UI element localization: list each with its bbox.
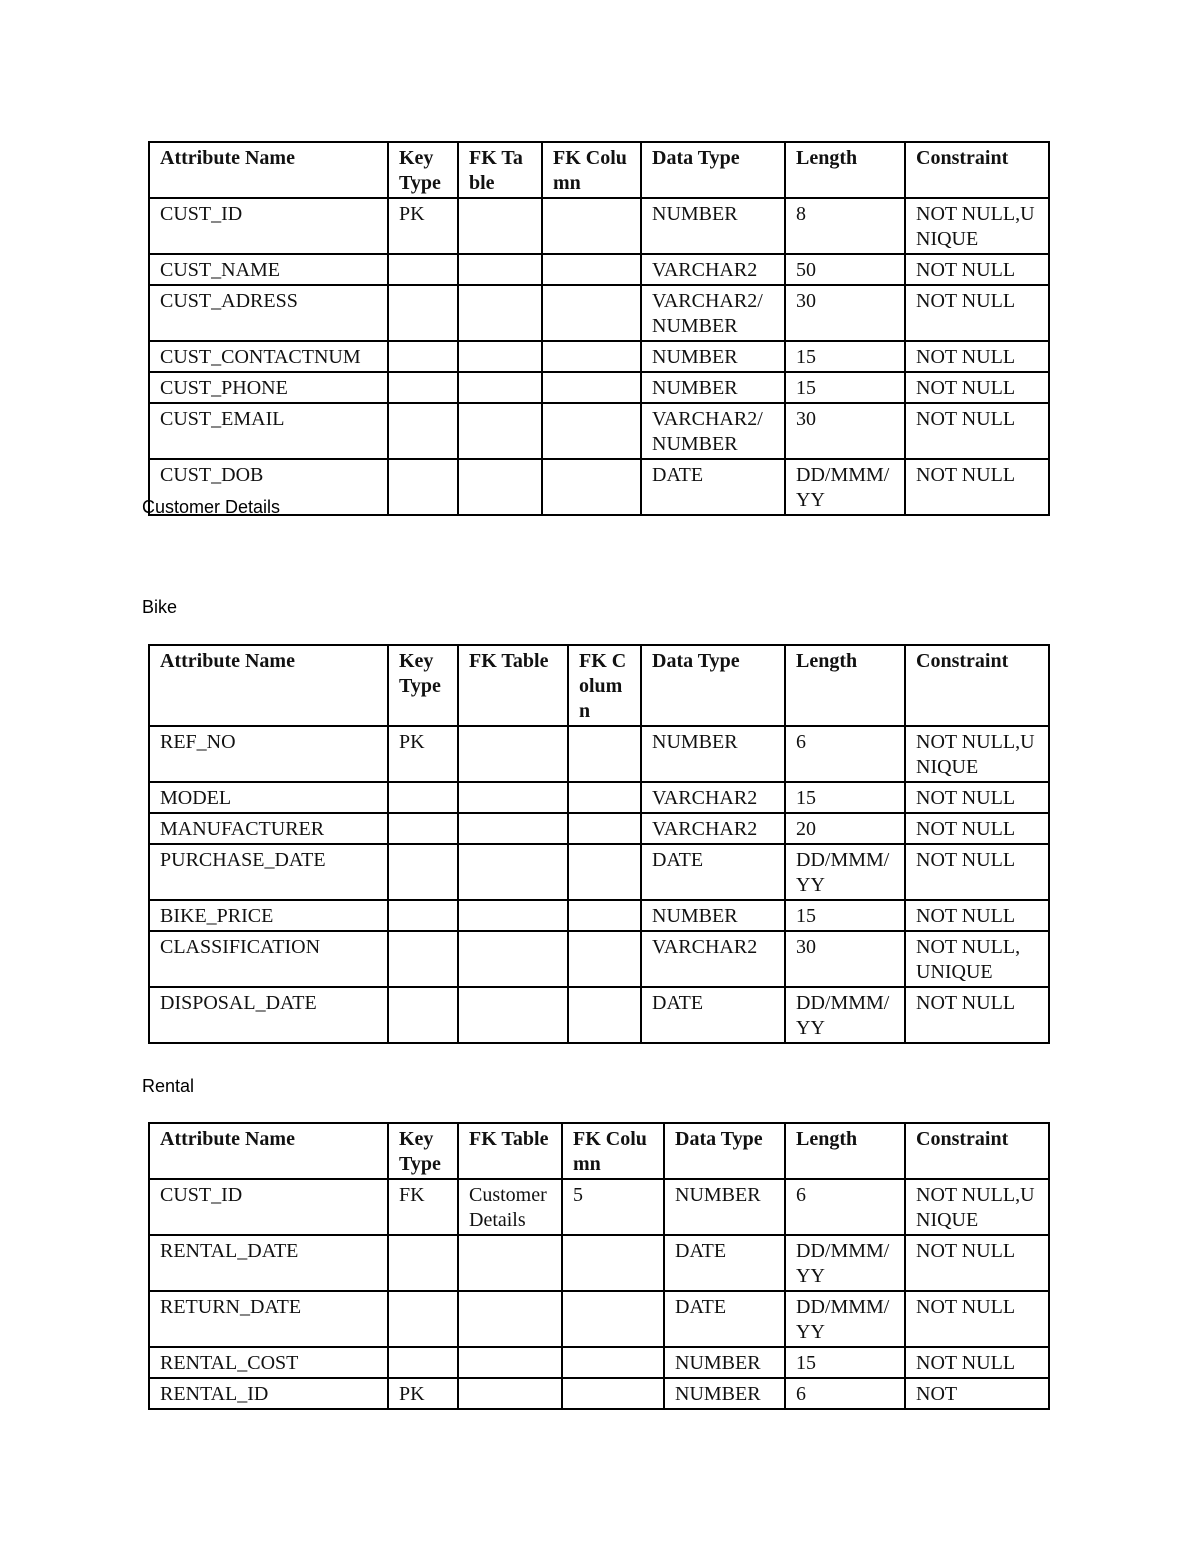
data-type-cell: DATE	[664, 1235, 785, 1291]
attribute-name-cell: CUST_ADRESS	[149, 285, 388, 341]
bike-caption: Bike	[142, 597, 178, 617]
table-body	[149, 726, 1049, 1043]
data-type-cell: DATE	[641, 459, 785, 515]
table-row	[149, 931, 1049, 987]
table-row	[149, 285, 1049, 341]
constraint-cell: NOT NULL	[905, 1291, 1049, 1347]
key-type-cell	[388, 254, 458, 285]
fk-column-cell	[562, 1291, 664, 1347]
data-type-cell: VARCHAR2	[641, 813, 785, 844]
attribute-name-cell: CUST_PHONE	[149, 372, 388, 403]
attribute-name-cell: MANUFACTURER	[149, 813, 388, 844]
table-header-row	[149, 142, 1049, 198]
table-header-row	[149, 645, 1049, 726]
fk-table-cell	[458, 1378, 562, 1409]
fk-column-cell	[542, 254, 641, 285]
key-type-cell	[388, 403, 458, 459]
table-row	[149, 782, 1049, 813]
attribute-name-cell: CUST_ID	[149, 1179, 388, 1235]
key-type-cell	[388, 844, 458, 900]
key-type-cell	[388, 900, 458, 931]
attribute-name-cell: CUST_ID	[149, 198, 388, 254]
attribute-name-cell: MODEL	[149, 782, 388, 813]
attribute-name-cell: CLASSIFICATION	[149, 931, 388, 987]
length-cell: 15	[785, 372, 905, 403]
data-type-cell: NUMBER	[641, 198, 785, 254]
fk-column-cell	[568, 782, 641, 813]
table-body	[149, 198, 1049, 515]
key-type-cell	[388, 782, 458, 813]
header-data-type: Data Type	[664, 1123, 785, 1179]
attribute-name-cell: REF_NO	[149, 726, 388, 782]
fk-table-cell	[458, 459, 542, 515]
fk-column-cell	[568, 900, 641, 931]
header-fk-column: FK Column	[562, 1123, 664, 1179]
fk-column-cell	[542, 341, 641, 372]
data-type-cell: VARCHAR2/ NUMBER	[641, 403, 785, 459]
key-type-cell: PK	[388, 198, 458, 254]
header-length: Length	[785, 1123, 905, 1179]
length-cell: DD/MMM/YY	[785, 1291, 905, 1347]
table-row	[149, 1347, 1049, 1378]
header-length: Length	[785, 142, 905, 198]
fk-table-cell	[458, 813, 568, 844]
key-type-cell	[388, 987, 458, 1043]
length-cell: 6	[785, 726, 905, 782]
attribute-name-cell: RETURN_DATE	[149, 1291, 388, 1347]
constraint-cell: NOT NULL	[905, 782, 1049, 813]
table-body	[149, 1179, 1049, 1409]
header-key-type: Key Type	[388, 645, 458, 726]
header-key-type: Key Type	[388, 1123, 458, 1179]
fk-table-cell	[458, 987, 568, 1043]
fk-column-cell	[568, 987, 641, 1043]
fk-column-cell	[568, 931, 641, 987]
data-type-cell: NUMBER	[641, 726, 785, 782]
fk-column-cell	[542, 285, 641, 341]
constraint-cell: NOT NULL	[905, 987, 1049, 1043]
key-type-cell	[388, 459, 458, 515]
data-type-cell: NUMBER	[641, 341, 785, 372]
fk-column-cell	[568, 844, 641, 900]
header-data-type: Data Type	[641, 645, 785, 726]
fk-column-cell	[568, 726, 641, 782]
table-header-row	[149, 1123, 1049, 1179]
constraint-cell: NOT NULL,UNIQUE	[905, 1179, 1049, 1235]
fk-table-cell	[458, 782, 568, 813]
fk-table-cell	[458, 198, 542, 254]
key-type-cell: PK	[388, 726, 458, 782]
length-cell: 30	[785, 285, 905, 341]
header-constraint: Constraint	[905, 1123, 1049, 1179]
header-length: Length	[785, 645, 905, 726]
key-type-cell	[388, 813, 458, 844]
fk-table-cell	[458, 844, 568, 900]
data-type-cell: DATE	[641, 987, 785, 1043]
header-key-type: Key Type	[388, 142, 458, 198]
fk-column-cell	[562, 1347, 664, 1378]
rental-caption: Rental	[142, 1076, 195, 1096]
constraint-cell: NOT NULL, UNIQUE	[905, 931, 1049, 987]
constraint-cell: NOT NULL	[905, 459, 1049, 515]
table-row	[149, 1291, 1049, 1347]
key-type-cell	[388, 931, 458, 987]
table-row	[149, 459, 1049, 515]
table-row	[149, 341, 1049, 372]
length-cell: 20	[785, 813, 905, 844]
fk-table-cell	[458, 372, 542, 403]
attribute-name-cell: RENTAL_COST	[149, 1347, 388, 1378]
data-type-cell: VARCHAR2	[641, 931, 785, 987]
fk-column-cell	[562, 1235, 664, 1291]
fk-column-cell	[568, 813, 641, 844]
rental-table	[148, 1122, 1050, 1410]
header-constraint: Constraint	[905, 645, 1049, 726]
attribute-name-cell: DISPOSAL_DATE	[149, 987, 388, 1043]
data-type-cell: VARCHAR2/ NUMBER	[641, 285, 785, 341]
header-data-type: Data Type	[641, 142, 785, 198]
fk-table-cell	[458, 254, 542, 285]
fk-table-cell	[458, 285, 542, 341]
fk-column-cell: 5	[562, 1179, 664, 1235]
fk-table-cell	[458, 1347, 562, 1378]
attribute-name-cell: RENTAL_ID	[149, 1378, 388, 1409]
length-cell: 15	[785, 1347, 905, 1378]
fk-column-cell	[542, 198, 641, 254]
fk-table-cell	[458, 403, 542, 459]
constraint-cell: NOT NULL	[905, 285, 1049, 341]
fk-column-cell	[562, 1378, 664, 1409]
header-fk-table: FK Table	[458, 645, 568, 726]
length-cell: 15	[785, 341, 905, 372]
table-row	[149, 1235, 1049, 1291]
length-cell: 30	[785, 403, 905, 459]
key-type-cell	[388, 372, 458, 403]
header-attribute-name: Attribute Name	[149, 142, 388, 198]
length-cell: 50	[785, 254, 905, 285]
constraint-cell: NOT NULL	[905, 403, 1049, 459]
table-row	[149, 403, 1049, 459]
attribute-name-cell: CUST_NAME	[149, 254, 388, 285]
table-row	[149, 372, 1049, 403]
length-cell: 6	[785, 1378, 905, 1409]
header-fk-column: FK Column	[568, 645, 641, 726]
attribute-name-cell: CUST_EMAIL	[149, 403, 388, 459]
attribute-name-cell: CUST_DOB	[149, 459, 388, 515]
fk-column-cell	[542, 459, 641, 515]
attribute-name-cell: RENTAL_DATE	[149, 1235, 388, 1291]
data-type-cell: VARCHAR2	[641, 254, 785, 285]
table-row	[149, 900, 1049, 931]
table-row	[149, 844, 1049, 900]
data-type-cell: NUMBER	[664, 1179, 785, 1235]
length-cell: DD/MMM/YY	[785, 844, 905, 900]
customer-details-caption: Customer Details	[142, 497, 281, 517]
fk-table-cell	[458, 341, 542, 372]
header-constraint: Constraint	[905, 142, 1049, 198]
constraint-cell: NOT NULL,UNIQUE	[905, 198, 1049, 254]
data-type-cell: NUMBER	[641, 372, 785, 403]
fk-column-cell	[542, 403, 641, 459]
header-attribute-name: Attribute Name	[149, 645, 388, 726]
attribute-name-cell: PURCHASE_DATE	[149, 844, 388, 900]
key-type-cell	[388, 285, 458, 341]
length-cell: DD/MMM/YY	[785, 987, 905, 1043]
fk-column-cell	[542, 372, 641, 403]
length-cell: 15	[785, 900, 905, 931]
data-type-cell: VARCHAR2	[641, 782, 785, 813]
length-cell: DD/MMM/YY	[785, 459, 905, 515]
table-row	[149, 813, 1049, 844]
constraint-cell: NOT NULL	[905, 900, 1049, 931]
table-row	[149, 987, 1049, 1043]
constraint-cell: NOT	[905, 1378, 1049, 1409]
key-type-cell	[388, 1291, 458, 1347]
table-row	[149, 726, 1049, 782]
table-row	[149, 198, 1049, 254]
fk-table-cell	[458, 726, 568, 782]
bike-table	[148, 644, 1050, 1044]
fk-table-cell	[458, 931, 568, 987]
constraint-cell: NOT NULL	[905, 341, 1049, 372]
constraint-cell: NOT NULL,UNIQUE	[905, 726, 1049, 782]
constraint-cell: NOT NULL	[905, 844, 1049, 900]
key-type-cell	[388, 1347, 458, 1378]
data-type-cell: NUMBER	[664, 1378, 785, 1409]
key-type-cell	[388, 341, 458, 372]
customer-details-table	[148, 141, 1050, 516]
data-type-cell: DATE	[641, 844, 785, 900]
header-fk-table: FK Table	[458, 142, 542, 198]
fk-table-cell	[458, 1235, 562, 1291]
key-type-cell: PK	[388, 1378, 458, 1409]
key-type-cell	[388, 1235, 458, 1291]
length-cell: 6	[785, 1179, 905, 1235]
constraint-cell: NOT NULL	[905, 813, 1049, 844]
data-type-cell: NUMBER	[664, 1347, 785, 1378]
constraint-cell: NOT NULL	[905, 372, 1049, 403]
length-cell: 8	[785, 198, 905, 254]
attribute-name-cell: CUST_CONTACTNUM	[149, 341, 388, 372]
constraint-cell: NOT NULL	[905, 254, 1049, 285]
length-cell: 15	[785, 782, 905, 813]
fk-table-cell	[458, 1291, 562, 1347]
fk-table-cell: Customer Details	[458, 1179, 562, 1235]
length-cell: 30	[785, 931, 905, 987]
data-type-cell: DATE	[664, 1291, 785, 1347]
attribute-name-cell: BIKE_PRICE	[149, 900, 388, 931]
table-row	[149, 254, 1049, 285]
header-fk-column: FK Column	[542, 142, 641, 198]
header-attribute-name: Attribute Name	[149, 1123, 388, 1179]
key-type-cell: FK	[388, 1179, 458, 1235]
constraint-cell: NOT NULL	[905, 1235, 1049, 1291]
length-cell: DD/MMM/YY	[785, 1235, 905, 1291]
table-row	[149, 1179, 1049, 1235]
table-row	[149, 1378, 1049, 1409]
header-fk-table: FK Table	[458, 1123, 562, 1179]
fk-table-cell	[458, 900, 568, 931]
constraint-cell: NOT NULL	[905, 1347, 1049, 1378]
data-type-cell: NUMBER	[641, 900, 785, 931]
